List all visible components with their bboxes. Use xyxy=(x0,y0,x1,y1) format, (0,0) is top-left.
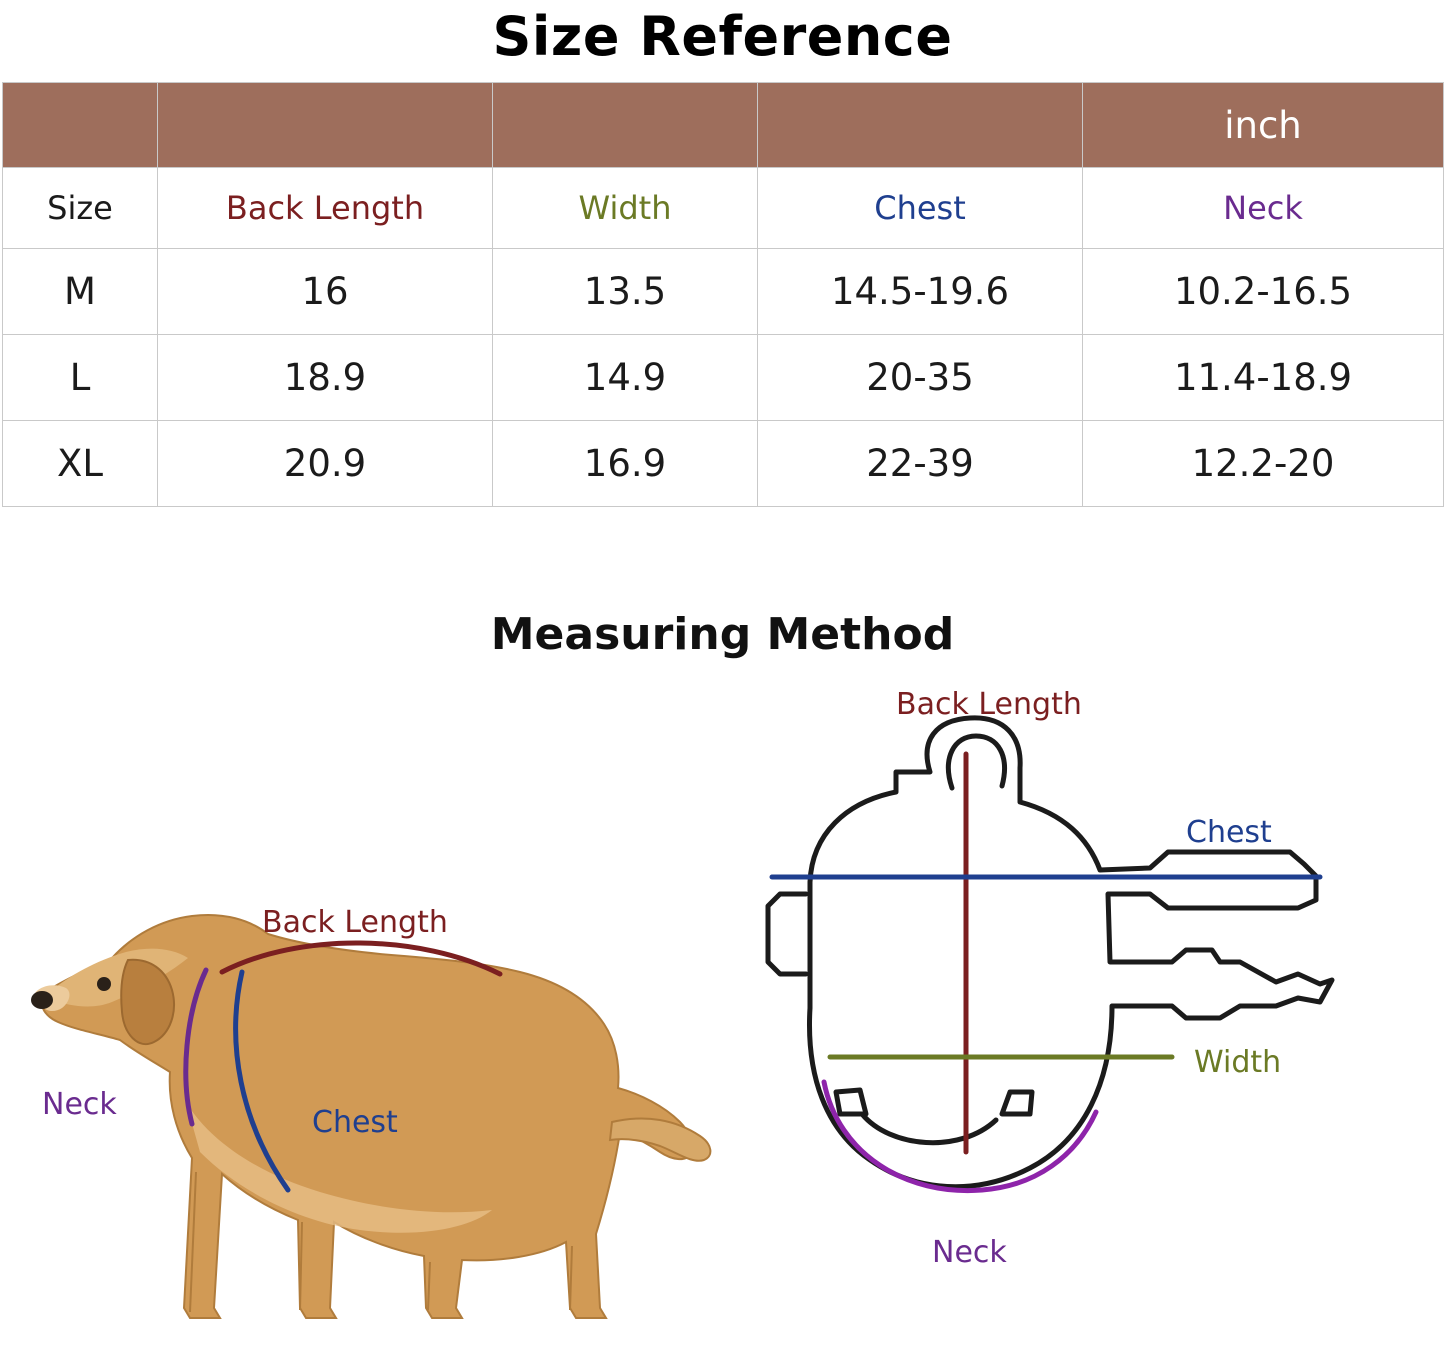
cell-size: XL xyxy=(3,421,158,507)
garment-label-neck: Neck xyxy=(932,1234,1007,1270)
cell-width: 14.9 xyxy=(493,335,758,421)
column-header-size: Size xyxy=(3,168,158,249)
table-row xyxy=(3,421,1444,507)
garment-label-chest: Chest xyxy=(1186,814,1272,850)
column-header-back-length: Back Length xyxy=(158,168,493,249)
unit-blank-1 xyxy=(3,83,158,168)
cell-chest: 20-35 xyxy=(758,335,1083,421)
column-header-chest: Chest xyxy=(758,168,1083,249)
size-table xyxy=(2,82,1444,507)
table-row xyxy=(3,249,1444,335)
cell-chest: 14.5-19.6 xyxy=(758,249,1083,335)
cell-size: M xyxy=(3,249,158,335)
garment-measure-diagram xyxy=(720,662,1445,1302)
column-header-width: Width xyxy=(493,168,758,249)
cell-back-length: 18.9 xyxy=(158,335,493,421)
section-spacer xyxy=(0,507,1445,603)
table-header-row xyxy=(3,168,1444,249)
cell-neck: 10.2-16.5 xyxy=(1083,249,1444,335)
garment-neck-curve xyxy=(824,1082,1096,1191)
dog-label-back-length: Back Length xyxy=(262,904,448,940)
garment-outline xyxy=(768,718,1332,1187)
cell-width: 16.9 xyxy=(493,421,758,507)
cell-size: L xyxy=(3,335,158,421)
column-header-neck: Neck xyxy=(1083,168,1444,249)
size-table-wrapper xyxy=(0,82,1445,507)
page-title: Size Reference xyxy=(492,5,953,68)
measuring-diagrams xyxy=(0,662,1445,1302)
cell-width: 13.5 xyxy=(493,249,758,335)
cell-back-length: 20.9 xyxy=(158,421,493,507)
unit-label: inch xyxy=(1083,83,1444,168)
dog-label-neck: Neck xyxy=(42,1086,117,1122)
size-reference-page xyxy=(0,6,1445,1363)
dog-measure-diagram xyxy=(0,722,720,1362)
unit-blank-3 xyxy=(493,83,758,168)
cell-neck: 11.4-18.9 xyxy=(1083,335,1444,421)
garment-label-width: Width xyxy=(1194,1044,1282,1080)
unit-blank-4 xyxy=(758,83,1083,168)
cell-neck: 12.2-20 xyxy=(1083,421,1444,507)
unit-blank-2 xyxy=(158,83,493,168)
table-unit-row xyxy=(3,83,1444,168)
garment-label-back-length: Back Length xyxy=(896,686,1082,722)
table-row xyxy=(3,335,1444,421)
dog-label-chest: Chest xyxy=(312,1104,398,1140)
measuring-method-title: Measuring Method xyxy=(490,609,955,661)
cell-chest: 22-39 xyxy=(758,421,1083,507)
cell-back-length: 16 xyxy=(158,249,493,335)
